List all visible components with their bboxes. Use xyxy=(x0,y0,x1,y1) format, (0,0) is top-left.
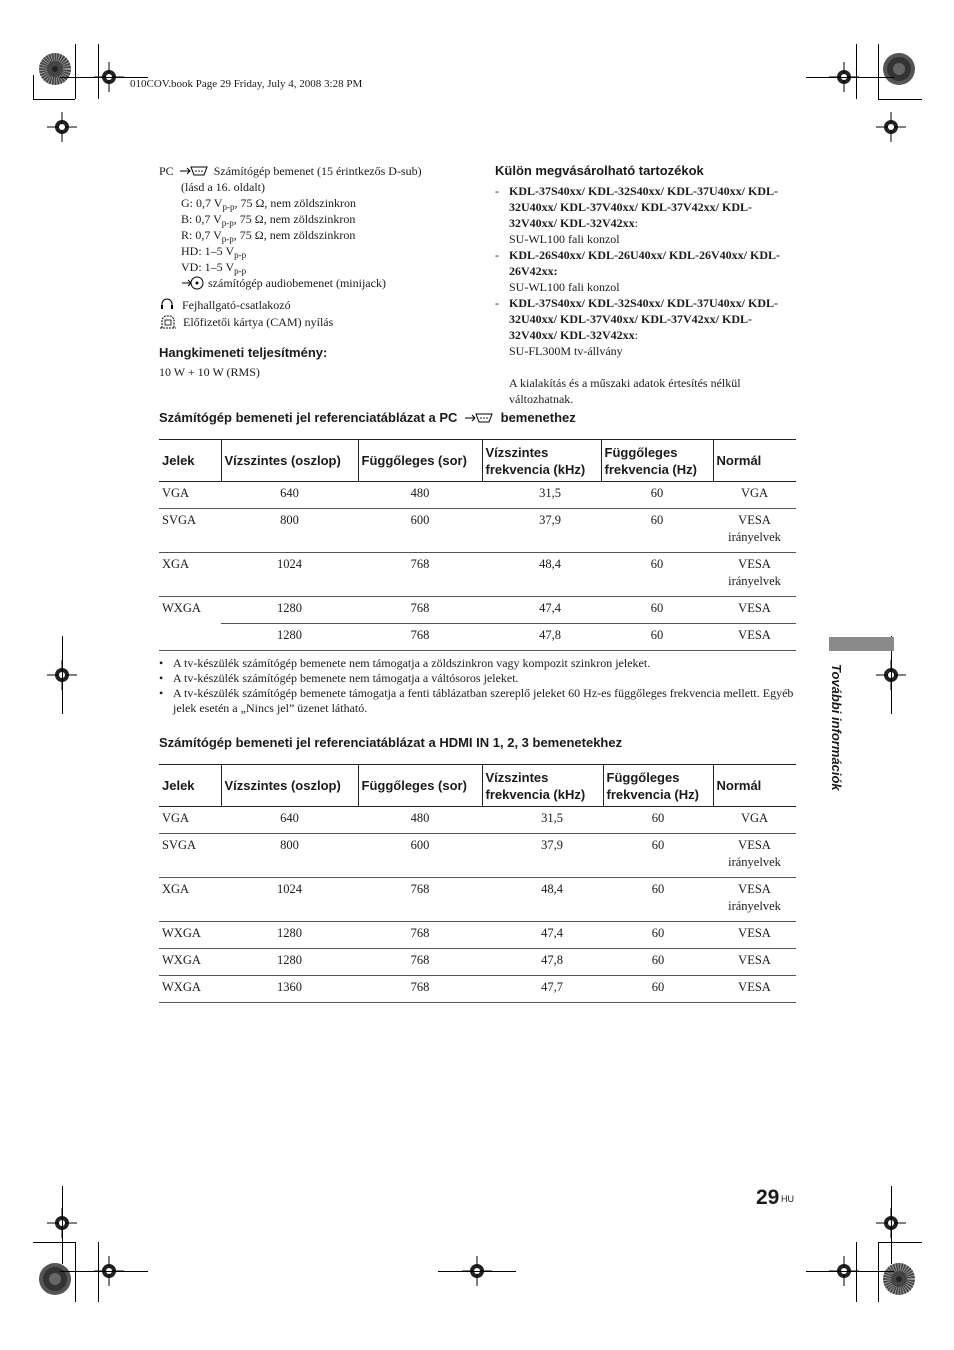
cell-v-freq: 60 xyxy=(601,597,713,624)
cell-horizontal: 800 xyxy=(280,838,299,852)
col-standard: Normál xyxy=(713,765,796,807)
cell-signal xyxy=(159,624,221,651)
spec-b xyxy=(159,211,479,227)
cam-slot-icon xyxy=(159,315,177,329)
registration-target-icon xyxy=(882,52,916,86)
accessory-colon: : xyxy=(634,328,639,342)
table-row xyxy=(159,922,796,949)
cell-v-freq: 60 xyxy=(650,486,664,500)
cell-vertical: 600 xyxy=(410,513,430,527)
accessory-product: SU-WL100 fali konzol xyxy=(509,232,620,246)
table-header xyxy=(159,765,796,807)
spec-b-suffix: , 75 Ω, nem zöldszinkron xyxy=(233,212,356,226)
cell-vertical: 768 xyxy=(410,557,430,571)
table1-title-a: Számítógép bemeneti jel referenciatáblázat a PC xyxy=(159,410,458,425)
cell-signal: VGA xyxy=(162,486,190,500)
cell-vertical: 768 xyxy=(410,628,430,642)
notes-list xyxy=(159,656,799,716)
cell-h-freq: 48,4 xyxy=(539,557,561,571)
cell-standard: VESA xyxy=(738,980,771,994)
note-item xyxy=(159,686,799,716)
cell-horizontal: 1024 xyxy=(277,557,302,571)
cell-v-freq: 60 xyxy=(650,513,664,527)
cell-vertical: 480 xyxy=(410,486,430,500)
hdmi-signal-table xyxy=(159,764,796,1003)
note-text: A tv-készülék számítógép bemenete nem támogatja a váltósoros jeleket. xyxy=(173,671,519,685)
section-tab xyxy=(829,637,894,651)
design-note: A kialakítás és a műszaki adatok értesítés nélkül változhatnak. xyxy=(509,376,741,406)
table-row xyxy=(159,553,796,597)
dash: - xyxy=(495,248,499,262)
cell-horizontal: 1360 xyxy=(277,980,302,994)
audio-input-icon xyxy=(181,276,205,290)
col-signals: Jelek xyxy=(162,778,195,793)
book-header: 010COV.book Page 29 Friday, July 4, 2008 3:28 PM xyxy=(130,78,363,90)
accessory-models: KDL-26S40xx/ KDL-26U40xx/ KDL-26V40xx/ KDL-26V42xx: xyxy=(509,248,781,278)
accessory-product: SU-FL300M tv-állvány xyxy=(509,344,623,358)
table-header xyxy=(159,440,796,482)
spec-b-label: B: 0,7 V xyxy=(181,212,222,226)
cell-standard: VGA xyxy=(740,486,769,500)
headphone-icon xyxy=(159,298,175,310)
table-row xyxy=(159,878,796,922)
cell-horizontal: 1280 xyxy=(221,597,358,624)
section-label xyxy=(828,664,848,814)
input-specs xyxy=(159,163,479,330)
section-label-text: További információk xyxy=(829,664,844,791)
cell-vertical: 768 xyxy=(410,953,430,967)
cell-h-freq: 47,4 xyxy=(541,926,563,940)
accessory-item xyxy=(495,247,795,295)
note-text: A tv-készülék számítógép bemenete nem támogatja a zöldszinkron vagy kompozit szinkron jeleket. xyxy=(173,656,651,670)
spec-g xyxy=(159,195,479,211)
cell-vertical: 768 xyxy=(410,926,430,940)
cell-horizontal: 640 xyxy=(280,486,299,500)
accessories-title: Külön megvásárolható tartozékok xyxy=(495,163,704,178)
spec-r xyxy=(159,227,479,243)
cell-standard: VESA irányelvek xyxy=(728,838,781,869)
cell-horizontal: 1280 xyxy=(277,926,302,940)
dash: - xyxy=(495,296,499,310)
cell-h-freq: 47,7 xyxy=(541,980,563,994)
cell-signal: WXGA xyxy=(162,953,201,967)
spec-r-suffix: , 75 Ω, nem zöldszinkron xyxy=(233,228,356,242)
spec-r-label: R: 0,7 V xyxy=(181,228,222,242)
accessory-item xyxy=(495,183,795,247)
cell-signal: XGA xyxy=(162,882,190,896)
table-row xyxy=(159,509,796,553)
cell-horizontal: 640 xyxy=(280,811,299,825)
cell-standard: VESA xyxy=(738,628,771,642)
cam-row xyxy=(159,314,479,330)
cell-v-freq: 60 xyxy=(651,980,665,994)
col-h-freq: Vízszintes frekvencia (kHz) xyxy=(482,765,603,807)
cell-h-freq: 47,8 xyxy=(541,953,563,967)
table-row xyxy=(159,597,796,624)
dash: - xyxy=(495,184,499,198)
pc-signal-table xyxy=(159,439,796,651)
spec-vd xyxy=(159,259,479,275)
col-horizontal: Vízszintes (oszlop) xyxy=(221,440,358,482)
cell-standard: VESA irányelvek xyxy=(728,882,781,913)
cell-vertical: 600 xyxy=(410,838,430,852)
cell-v-freq: 60 xyxy=(651,953,665,967)
table1-title-b: bemenethez xyxy=(500,410,576,425)
registration-target-icon xyxy=(882,1262,916,1296)
bullet: • xyxy=(159,656,164,670)
cell-h-freq: 47,4 xyxy=(482,597,601,624)
cell-h-freq: 31,5 xyxy=(539,486,561,500)
col-horizontal: Vízszintes (oszlop) xyxy=(221,765,358,807)
page-locale: HU xyxy=(781,1194,794,1204)
pc-label: PC xyxy=(159,164,174,178)
col-v-freq: Függőleges frekvencia (Hz) xyxy=(601,440,713,482)
table1-title xyxy=(159,410,576,425)
cell-signal: WXGA xyxy=(162,980,201,994)
cell-horizontal: 1280 xyxy=(277,953,302,967)
cell-h-freq: 37,9 xyxy=(539,513,561,527)
col-vertical: Függőleges (sor) xyxy=(358,765,482,807)
note-item xyxy=(159,656,799,671)
cell-h-freq: 48,4 xyxy=(541,882,563,896)
cell-standard: VGA xyxy=(740,811,769,825)
cell-standard: VESA xyxy=(713,597,796,624)
crosshair-icon xyxy=(47,112,77,142)
pc-input-icon xyxy=(179,165,209,177)
cell-h-freq: 47,8 xyxy=(539,628,561,642)
cell-signal: VGA xyxy=(162,811,190,825)
col-standard: Normál xyxy=(713,440,796,482)
registration-target-icon xyxy=(38,1262,72,1296)
cell-signal: XGA xyxy=(162,557,190,571)
table-row xyxy=(159,807,796,834)
cell-vertical: 768 xyxy=(358,597,482,624)
page-number: 29 xyxy=(756,1186,780,1209)
table-row xyxy=(159,949,796,976)
cell-v-freq: 60 xyxy=(651,811,665,825)
spec-g-suffix: , 75 Ω, nem zöldszinkron xyxy=(234,196,357,210)
spec-hd-label: HD: 1–5 V xyxy=(181,244,235,258)
col-signals: Jelek xyxy=(162,453,195,468)
vpp-sub: p-p xyxy=(221,218,234,228)
spec-hd xyxy=(159,243,479,259)
table2-title: Számítógép bemeneti jel referenciatáblázat a HDMI IN 1, 2, 3 bemenetekhez xyxy=(159,735,623,750)
col-h-freq: Vízszintes frekvencia (kHz) xyxy=(482,440,601,482)
col-vertical: Függőleges (sor) xyxy=(358,440,482,482)
cell-vertical: 768 xyxy=(410,882,430,896)
accessory-models: KDL-37S40xx/ KDL-32S40xx/ KDL-37U40xx/ KDL-32U40xx/ KDL-37V40xx/ KDL-37V42xx/ KDL-32V40xx/ KDL-32V42xx xyxy=(509,184,779,230)
registration-target-icon xyxy=(38,52,72,86)
cell-signal: SVGA xyxy=(162,513,197,527)
table-row xyxy=(159,482,796,509)
vpp-sub: p-p xyxy=(234,266,247,276)
see-page: (lásd a 16. oldalt) xyxy=(181,180,265,194)
cell-v-freq: 60 xyxy=(651,882,665,896)
cell-standard: VESA irányelvek xyxy=(728,557,781,588)
pc-desc: Számítógép bemenet (15 érintkezős D-sub) xyxy=(213,164,422,178)
sound-value: 10 W + 10 W (RMS) xyxy=(159,365,260,379)
note-text: A tv-készülék számítógép bemenete támogatja a fenti táblázatban szereplő jeleket 60 Hz-es függőleges frekvencia mellett. Egyéb jelek esetén a „Nincs jel” üzenet látható. xyxy=(173,686,794,715)
vpp-sub: p-p xyxy=(221,234,234,244)
cam-label: Előfizetői kártya (CAM) nyílás xyxy=(183,315,334,329)
cell-v-freq: 60 xyxy=(650,557,664,571)
cell-signal: WXGA xyxy=(162,926,201,940)
note-item xyxy=(159,671,799,686)
headphone-row xyxy=(159,297,479,313)
spec-g-label: G: 0,7 V xyxy=(181,196,223,210)
cell-v-freq: 60 xyxy=(650,628,664,642)
spec-vd-label: VD: 1–5 V xyxy=(181,260,235,274)
pc-input-icon xyxy=(463,412,495,424)
col-v-freq: Függőleges frekvencia (Hz) xyxy=(603,765,713,807)
pc-input-row xyxy=(159,163,479,179)
bullet: • xyxy=(159,686,164,700)
cell-standard: VESA irányelvek xyxy=(728,513,781,544)
table-row xyxy=(159,624,796,651)
vpp-sub: p-p xyxy=(222,202,235,212)
table-row xyxy=(159,976,796,1003)
accessory-models: KDL-37S40xx/ KDL-32S40xx/ KDL-37U40xx/ KDL-32U40xx/ KDL-37V40xx/ KDL-37V42xx/ KDL-32V40xx/ KDL-32V42xx xyxy=(509,296,779,342)
sound-title: Hangkimeneti teljesítmény: xyxy=(159,345,328,360)
accessory-colon: : xyxy=(634,216,639,230)
vpp-sub: p-p xyxy=(234,250,247,260)
cell-signal: WXGA xyxy=(162,601,201,615)
accessories xyxy=(495,163,795,407)
cell-standard: VESA xyxy=(738,926,771,940)
audio-input-label: számítógép audiobemenet (minijack) xyxy=(208,276,386,290)
cell-vertical: 768 xyxy=(410,980,430,994)
table-row xyxy=(159,834,796,878)
crosshair-icon xyxy=(876,112,906,142)
headphone-label: Fejhallgató-csatlakozó xyxy=(182,298,291,312)
cell-horizontal: 1024 xyxy=(277,882,302,896)
cell-h-freq: 37,9 xyxy=(541,838,563,852)
cell-vertical: 480 xyxy=(410,811,430,825)
accessory-item xyxy=(495,295,795,359)
cell-v-freq: 60 xyxy=(651,926,665,940)
cell-v-freq: 60 xyxy=(651,838,665,852)
cell-horizontal: 1280 xyxy=(277,628,302,642)
bullet: • xyxy=(159,671,164,685)
cell-standard: VESA xyxy=(738,953,771,967)
audio-input-row xyxy=(159,275,479,291)
cell-h-freq: 31,5 xyxy=(541,811,563,825)
cell-horizontal: 800 xyxy=(280,513,299,527)
cell-signal: SVGA xyxy=(162,838,197,852)
accessory-product: SU-WL100 fali konzol xyxy=(509,280,620,294)
